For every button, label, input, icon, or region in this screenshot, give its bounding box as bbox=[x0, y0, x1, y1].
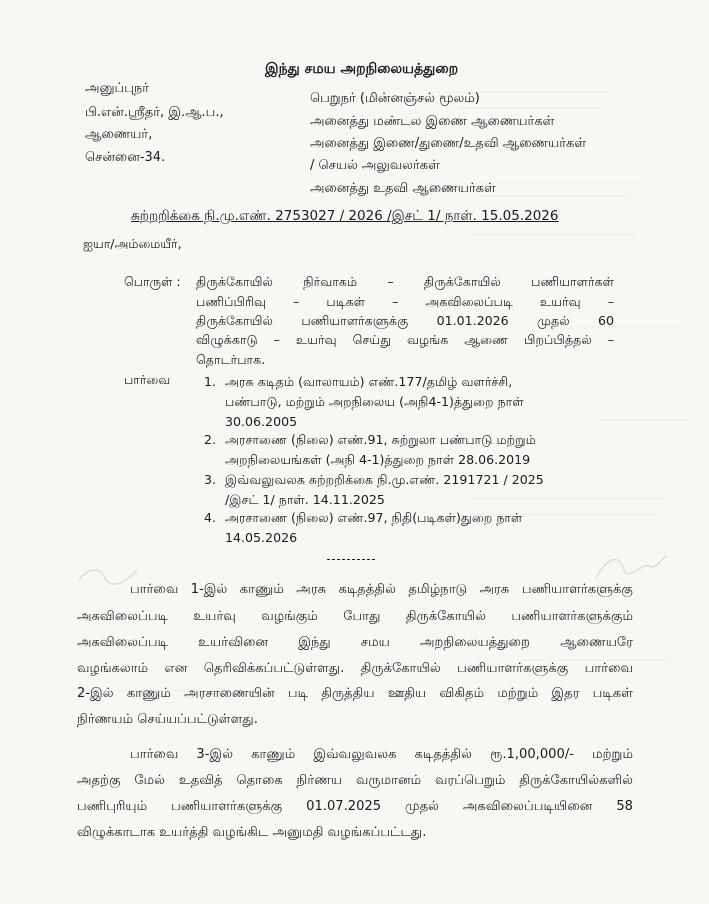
recipient-line: அனைத்து இணை/துணை/உதவி ஆணையர்கள் bbox=[310, 136, 587, 151]
subject-line: திருக்கோயில் நிர்வாகம் – திருக்கோயில் பணியாளர்கள் bbox=[196, 274, 614, 289]
department-header: இந்து சமய அறநிலையத்துறை bbox=[265, 61, 459, 77]
paragraph-line: பார்வை 1-இல் காணும் அரசு கடிதத்தில் தமிழ்நாடு அரசு பணியாளர்களுக்கு bbox=[130, 582, 633, 597]
separator-rule bbox=[327, 559, 375, 560]
reference-line: பண்பாடு, மற்றும் அறநிலைய (அநி4-1)த்துறை நாள் bbox=[225, 394, 524, 409]
bleed-through-line bbox=[470, 498, 670, 499]
reference-line: 14.05.2026 bbox=[225, 530, 298, 545]
subject-label: பொருள் : bbox=[124, 274, 181, 289]
paragraph-line: பணிபுரியும் பணியாளர்களுக்கு 01.07.2025 முதல் அகவிலைப்படியினை 58 bbox=[77, 799, 633, 814]
paragraph-line: நிர்ணயம் செய்யப்பட்டுள்ளது. bbox=[77, 712, 258, 727]
paragraph-line: அகவிலைப்படி உயர்வு வழங்கும் போது திருக்கோயில் பணியாளர்களுக்கும் bbox=[77, 609, 633, 624]
recipient-line: அனைத்து மண்டல இணை ஆணையர்கள் bbox=[310, 114, 555, 129]
paragraph-line: 2-இல் காணும் அரசாணையின் படி திருத்திய ஊதிய விகிதம் மற்றும் இதர படிகள் bbox=[77, 686, 633, 701]
salutation: ஐயா/அம்மையீர், bbox=[83, 236, 182, 251]
recipient-label: பெறுநர் (மின்னஞ்சல் மூலம்) bbox=[310, 91, 480, 106]
subject-line: தொடர்பாக. bbox=[196, 352, 266, 367]
sender-city: சென்னை-34. bbox=[85, 150, 166, 165]
reference-line: அரசாணை (நிலை) எண்.97, நிதி(படிகள்)துறை நாள் bbox=[225, 510, 523, 525]
reference-number: 4. bbox=[204, 510, 216, 525]
paragraph-line: அதற்கு மேல் உதவித் தொகை நிர்ணய வருமானம் வரப்பெறும் திருக்கோயில்களில் bbox=[77, 773, 633, 788]
bleed-through-line bbox=[460, 108, 600, 109]
reference-label: பார்வை bbox=[124, 372, 171, 387]
bleed-through-line bbox=[600, 420, 690, 421]
paragraph-line: வழங்கலாம் என தெரிவிக்கப்பட்டுள்ளது. திருக்கோயில் பணியாளர்களுக்கு பார்வை bbox=[77, 661, 633, 676]
reference-number: 2. bbox=[204, 432, 216, 447]
reference-line: அரசாணை (நிலை) எண்.91, சுற்றுலா பண்பாடு மற்றும் bbox=[225, 432, 536, 447]
subject-line: திருக்கோயில் பணியாளர்களுக்கு 01.01.2026 முதல் 60 bbox=[196, 313, 614, 328]
reference-line: இவ்வலுவலக சுற்றறிக்கை நி.மு.எண். 2191721 / 2025 bbox=[225, 472, 544, 487]
bleed-through-line bbox=[470, 234, 635, 235]
paragraph-line: அகவிலைப்படி உயர்வினை இந்து சமய அறநிலையத்துறை ஆணையரே bbox=[77, 635, 633, 650]
sender-label: அனுப்புநர் bbox=[85, 81, 150, 96]
recipient-line: / செயல் அலுவலர்கள் bbox=[310, 158, 440, 173]
paragraph-line: பார்வை 3-இல் காணும் இவ்வலுவலக கடிதத்தில் ரூ.1,00,000/- மற்றும் bbox=[130, 747, 633, 762]
reference-line: அரசு கடிதம் (வாலாயம்) எண்.177/தமிழ் வளர்ச்சி, bbox=[225, 374, 513, 389]
recipient-line: அனைத்து உதவி ஆணையர்கள் bbox=[310, 181, 496, 196]
subject-line: விழுக்காடு – உயர்வு செய்து வழங்க ஆணை பிறப்பித்தல் – bbox=[196, 332, 614, 347]
reference-number: 1. bbox=[204, 374, 216, 389]
circular-reference: சுற்றறிக்கை நி.மு.எண். 2753027 / 2026 /இசட் 1/ நாள். 15.05.2026 bbox=[131, 208, 559, 224]
subject-line: பணிப்பிரிவு – படிகள் – அகவிலைப்படி உயர்வு – bbox=[196, 294, 614, 309]
reference-number: 3. bbox=[204, 472, 216, 487]
reference-line: அறநிலையங்கள் (அநி 4-1)த்துறை நாள் 28.06.2019 bbox=[225, 452, 531, 467]
sender-designation: ஆணையர், bbox=[85, 127, 153, 142]
reference-line: 30.06.2005 bbox=[225, 414, 298, 429]
paragraph-line: விழுக்காடாக உயர்த்தி வழங்கிட அனுமதி வழங்கப்பட்டது. bbox=[77, 825, 427, 840]
sender-name: பி.என்.ஸ்ரீதர், இ.ஆ.ப., bbox=[85, 105, 224, 120]
bleed-through-line bbox=[480, 196, 630, 197]
reference-line: /இசட் 1/ நாள். 14.11.2025 bbox=[225, 492, 385, 507]
